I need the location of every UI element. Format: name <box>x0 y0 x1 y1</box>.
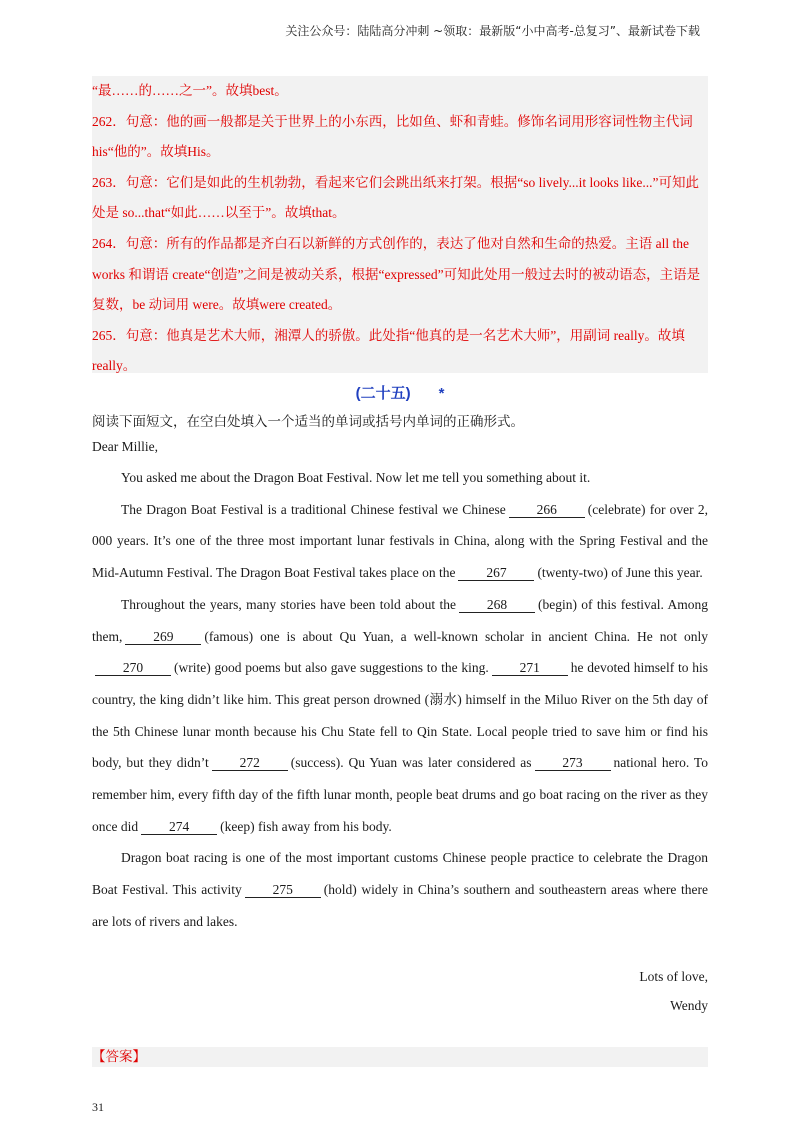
page-header: 关注公众号：陆陆高分冲刺 ~领取：最新版“小中高考-总复习”、最新试卷下载 <box>285 24 700 38</box>
blank-268: 268 <box>459 597 535 613</box>
text-run: (success). Qu Yuan was later considered as <box>290 755 532 771</box>
text-run: The Dragon Boat Festival is a traditional Chinese festival we Chinese <box>121 501 506 517</box>
blank-270: 270 <box>95 660 171 676</box>
paragraph-3 <box>92 589 708 843</box>
text-run: (begin) of this festival. Among them, <box>92 596 708 644</box>
blank-271: 271 <box>492 660 568 676</box>
signature-name: Wendy <box>670 998 708 1013</box>
text-run: (celebrate) for over 2, 000 years. It’s one of the three most important lunar festivals in China, along with the Spring Festival and the Mid-Autumn Festival. The Dragon Boat Festival takes place on the <box>92 501 708 581</box>
blank-275: 275 <box>245 882 321 898</box>
section-number: (二十五) <box>355 385 411 402</box>
text-run: Throughout the years, many stories have been told about the <box>121 596 456 612</box>
answer-explanations <box>92 76 708 373</box>
text-run: (famous) one is about Qu Yuan, a well-known scholar in ancient China. He not only <box>204 628 708 644</box>
star-mark: * <box>438 385 445 402</box>
paragraph-1: You asked me about the Dragon Boat Festival. Now let me tell you something about it. <box>121 470 591 485</box>
text-run: he devoted himself to his country, the king didn’t like him. This great person drowned (溺水) himself in the Miluo River on the 5th day of the 5th Chinese lunar month because his Chu State fell to Qin State. Local people tried to save him or find his body, but they didn’t <box>92 660 708 771</box>
paragraph-2 <box>92 494 708 589</box>
instructions: 阅读下面短文，在空白处填入一个适当的单词或括号内单词的正确形式。 <box>92 414 524 429</box>
closing-phrase: Lots of love, <box>639 969 708 984</box>
letter-passage <box>92 462 708 938</box>
blank-267: 267 <box>458 565 534 581</box>
answer-item-265: 265．句意：他真是艺术大师，湘潭人的骄傲。此处指“他真的是一名艺术大师”，用副词 really。故填really。 <box>92 327 685 374</box>
letter-closing <box>639 962 708 1020</box>
text-run: (twenty-two) of June this year. <box>537 565 703 581</box>
blank-272: 272 <box>212 755 288 771</box>
blank-273: 273 <box>535 755 611 771</box>
text-run: (write) good poems but also gave suggestions to the king. <box>174 660 489 676</box>
letter-salutation: Dear Millie, <box>92 439 158 454</box>
page-number: 31 <box>92 1100 104 1114</box>
answer-item-262: 262．句意：他的画一般都是关于世界上的小东西，比如鱼、虾和青蛙。修饰名词用形容词性物主代词 his“他的”。故填His。 <box>92 113 693 160</box>
blank-274: 274 <box>141 819 217 835</box>
text-run: Dragon boat racing is one of the most important customs Chinese people practice to celebrate the Dragon Boat Festival. This activity <box>92 850 708 898</box>
text-run: (keep) fish away from his body. <box>220 818 392 834</box>
text-run: (hold) widely in China’s southern and southeastern areas where there are lots of rivers and lakes. <box>92 882 708 929</box>
answer-item-264: 264．句意：所有的作品都是齐白石以新鲜的方式创作的，表达了他对自然和生命的热爱。主语 all the works 和谓语 create“创造”之间是被动关系，根据“expressed”可知此处用一般过去时的被动语态，主语是复数，be 动词用 were。故填were created。 <box>92 235 701 313</box>
answer-item-263: 263．句意：它们是如此的生机勃勃，看起来它们会跳出纸来打架。根据“so lively...it looks like...”可知此处是 so...that“如此……以至于”。故填that。 <box>92 174 699 221</box>
answer-line: “最……的……之一”。故填best。 <box>92 83 288 98</box>
blank-269: 269 <box>125 629 201 645</box>
answer-section <box>92 1047 708 1067</box>
blank-266: 266 <box>509 502 585 518</box>
section-title <box>0 382 800 403</box>
text-run: national hero. To remember him, every fifth day of the fifth lunar month, people beat drums and go boat racing on the river as they once did <box>92 755 708 834</box>
answer-label: 【答案】 <box>92 1049 146 1064</box>
paragraph-4 <box>92 842 708 937</box>
